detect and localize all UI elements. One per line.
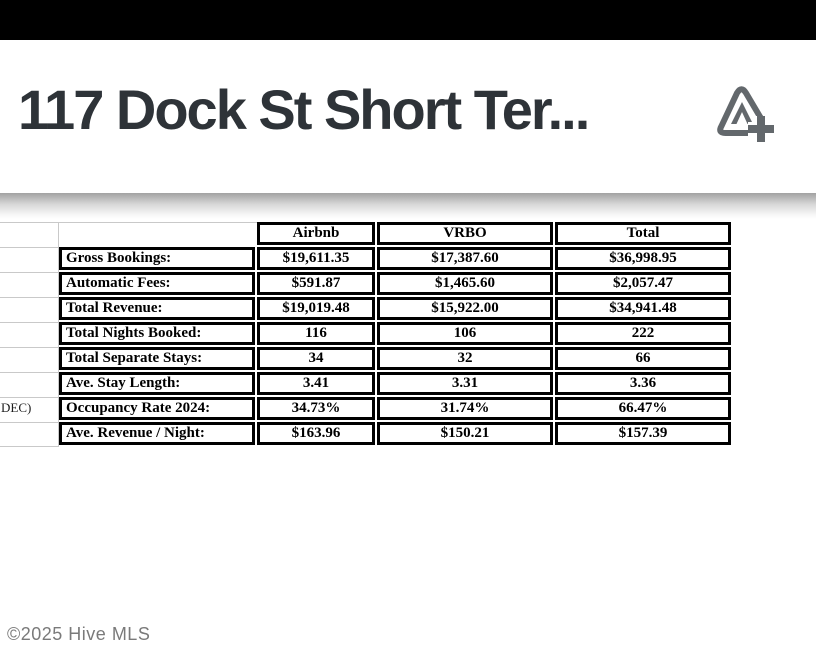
cell-total: 222 [555, 322, 731, 345]
gridline [0, 247, 58, 248]
table-header-row [59, 222, 731, 245]
metrics-table [57, 220, 733, 447]
cell-vrbo: 106 [377, 322, 553, 345]
table-row [59, 247, 731, 270]
row-label: Total Nights Booked: [59, 322, 255, 345]
brand-logo-icon [710, 82, 780, 146]
gridline [0, 322, 58, 323]
cell-airbnb: 3.41 [257, 372, 375, 395]
table-row [59, 422, 731, 445]
row-label: Total Revenue: [59, 297, 255, 320]
gridline [0, 446, 58, 447]
column-header-airbnb: Airbnb [257, 222, 375, 245]
row-label: Occupancy Rate 2024: [59, 397, 255, 420]
table-row [59, 347, 731, 370]
table-row [59, 272, 731, 295]
cell-airbnb: 34 [257, 347, 375, 370]
cell-total: 66.47% [555, 397, 731, 420]
top-black-bar [0, 0, 816, 40]
margin-note-cropped: DEC) [1, 400, 32, 415]
copyright-watermark: ©2025 Hive MLS [7, 624, 151, 644]
cell-vrbo: 32 [377, 347, 553, 370]
cell-vrbo: 3.31 [377, 372, 553, 395]
table-row [59, 397, 731, 420]
column-header-vrbo: VRBO [377, 222, 553, 245]
cell-vrbo: $150.21 [377, 422, 553, 445]
cell-total: $34,941.48 [555, 297, 731, 320]
gridline [0, 397, 58, 398]
cell-airbnb: $591.87 [257, 272, 375, 295]
cell-total: 3.36 [555, 372, 731, 395]
cell-vrbo: $17,387.60 [377, 247, 553, 270]
cell-airbnb: 34.73% [257, 397, 375, 420]
cell-vrbo: 31.74% [377, 397, 553, 420]
gridline [0, 422, 58, 423]
gridline [0, 347, 58, 348]
cell-total: 66 [555, 347, 731, 370]
hive-mls-plus-logo-svg [710, 82, 780, 146]
gridline [0, 272, 58, 273]
gridline [0, 372, 58, 373]
page-title: 117 Dock St Short Ter... [18, 78, 589, 141]
cell-airbnb: $163.96 [257, 422, 375, 445]
cell-total: $157.39 [555, 422, 731, 445]
gridline [0, 297, 58, 298]
cell-airbnb: 116 [257, 322, 375, 345]
cell-total: $2,057.47 [555, 272, 731, 295]
table-row [59, 372, 731, 395]
cell-vrbo: $1,465.60 [377, 272, 553, 295]
column-header-total: Total [555, 222, 731, 245]
cell-total: $36,998.95 [555, 247, 731, 270]
table-row [59, 297, 731, 320]
cell-vrbo: $15,922.00 [377, 297, 553, 320]
row-label: Automatic Fees: [59, 272, 255, 295]
row-label: Total Separate Stays: [59, 347, 255, 370]
section-divider-gradient [0, 193, 816, 219]
row-label: Ave. Revenue / Night: [59, 422, 255, 445]
corner-cell [59, 222, 255, 245]
row-label: Ave. Stay Length: [59, 372, 255, 395]
cell-airbnb: $19,019.48 [257, 297, 375, 320]
row-label: Gross Bookings: [59, 247, 255, 270]
table-row [59, 322, 731, 345]
cell-airbnb: $19,611.35 [257, 247, 375, 270]
